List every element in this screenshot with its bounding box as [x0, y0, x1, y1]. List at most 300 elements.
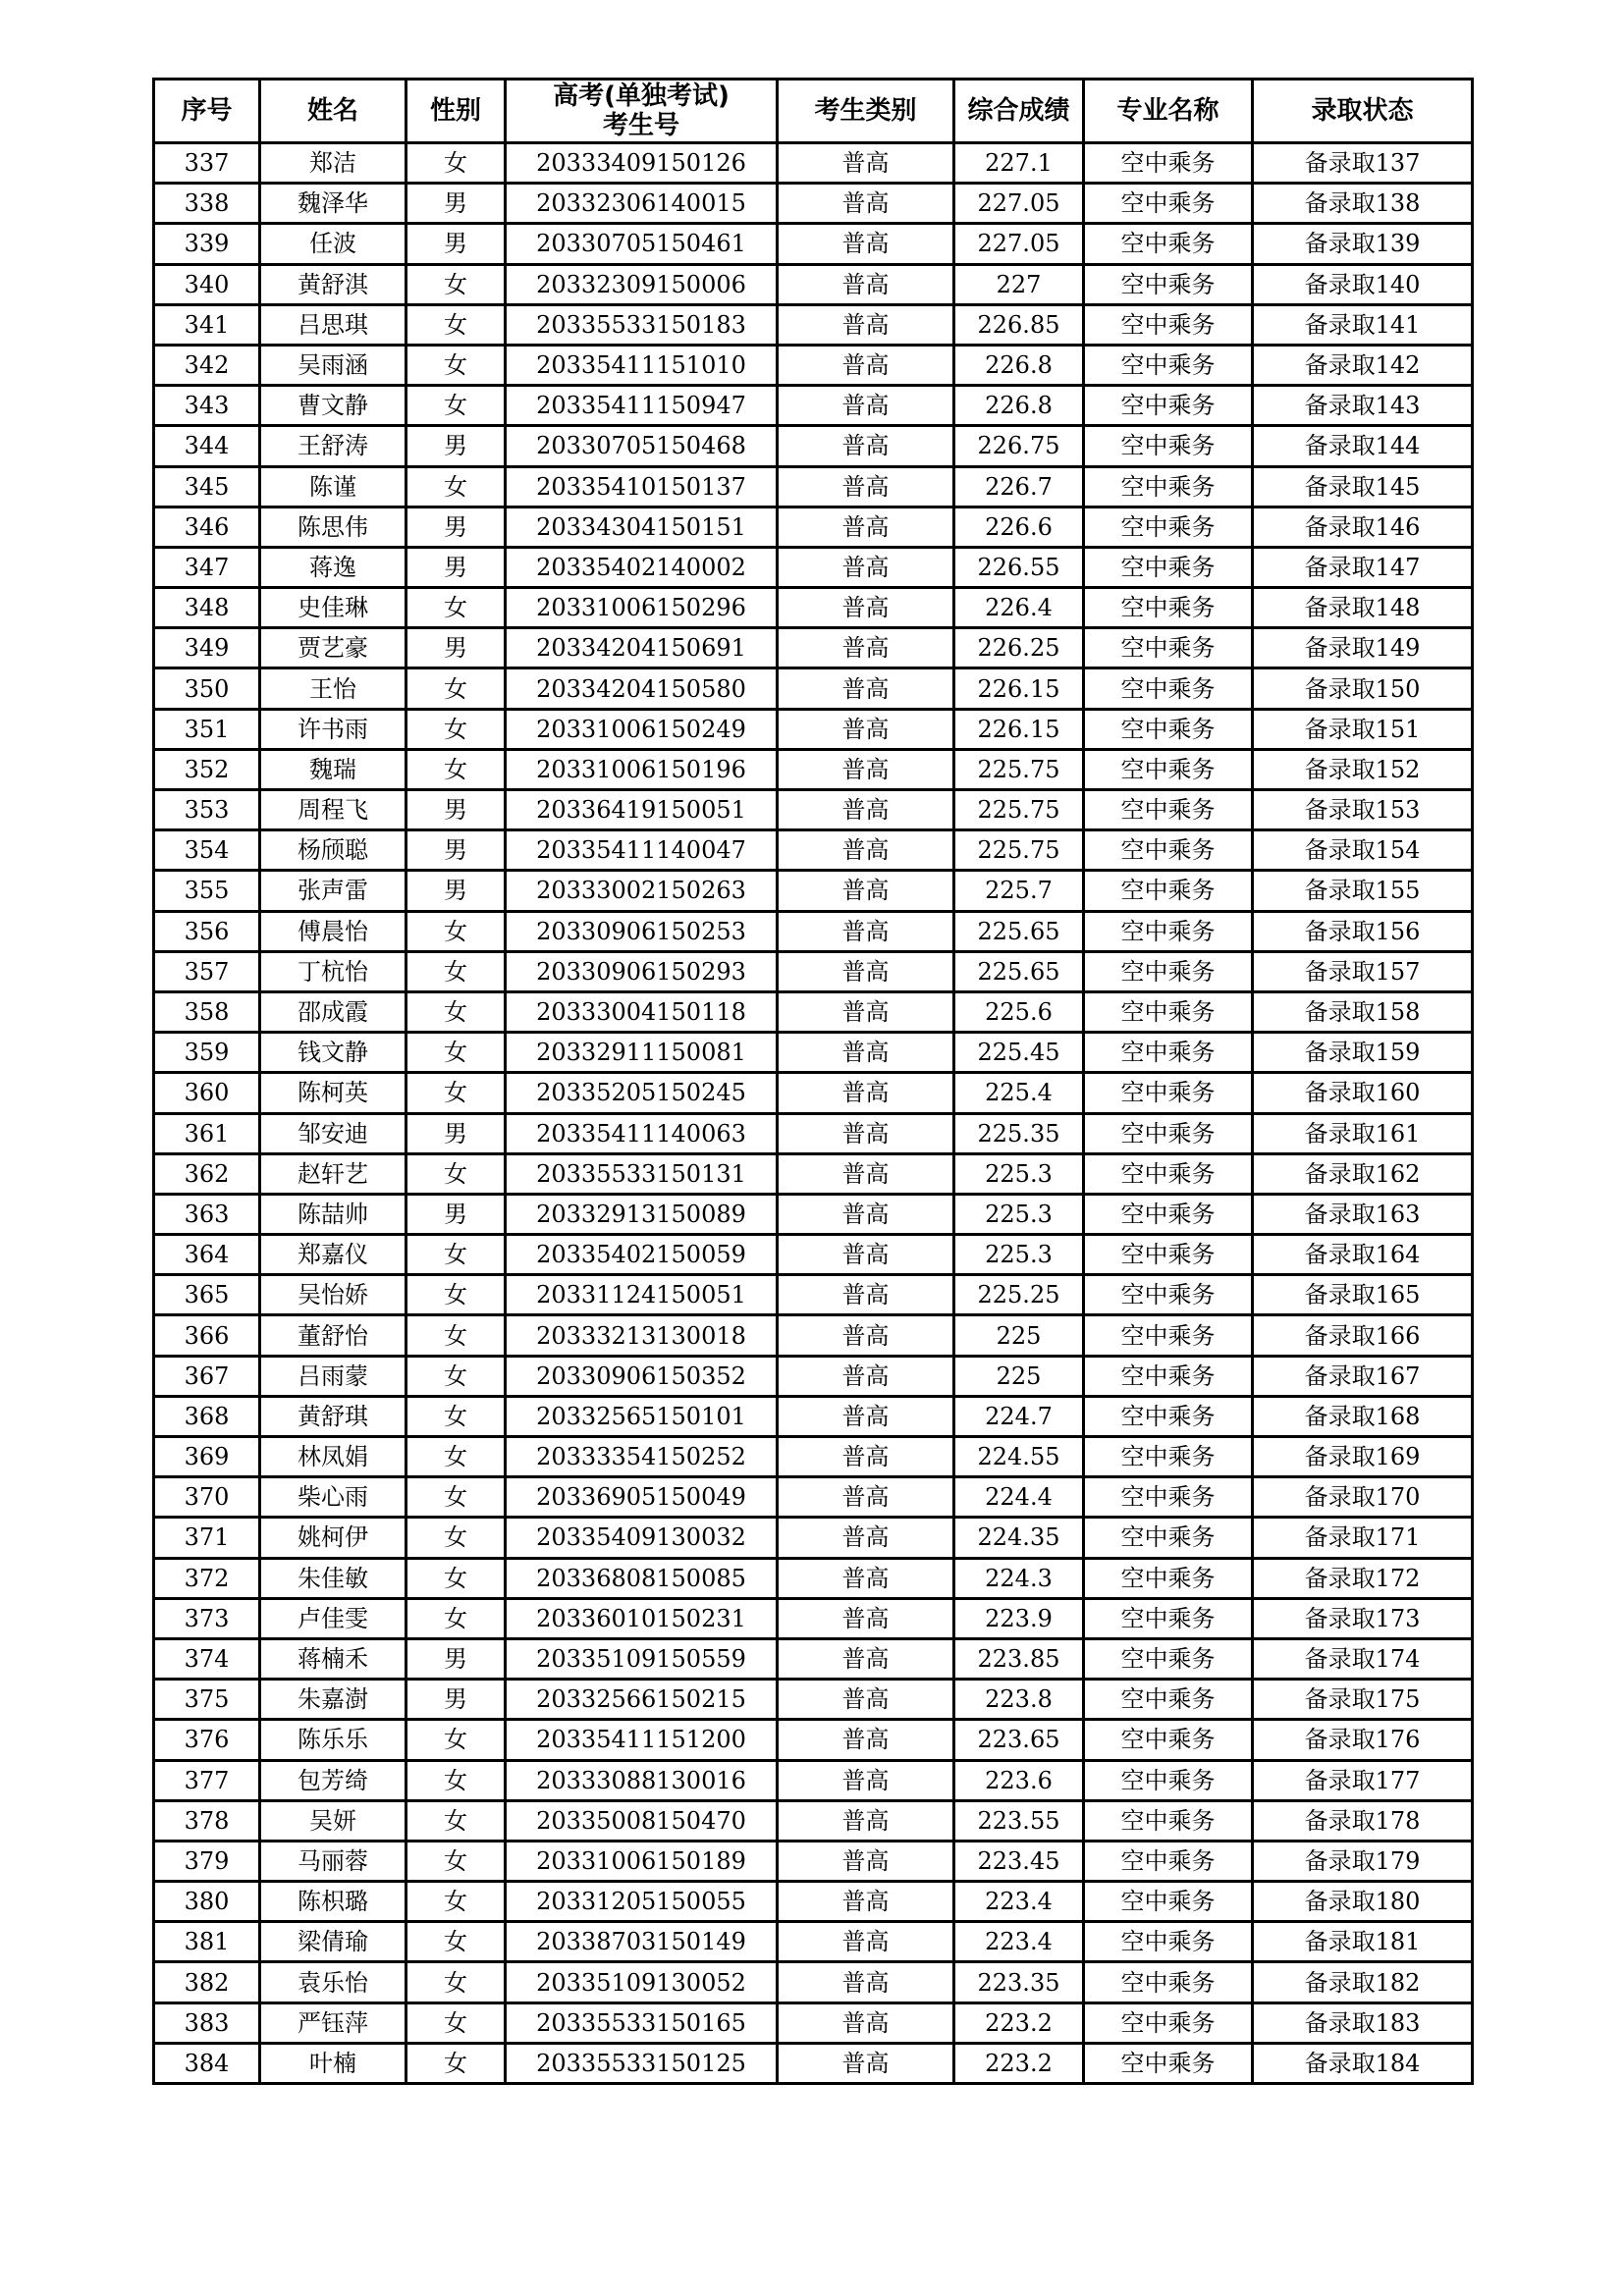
table-row	[154, 426, 1473, 466]
cell-seq: 352	[154, 749, 260, 789]
header-status: 录取状态	[1253, 80, 1473, 143]
cell-name: 邵成霞	[260, 991, 406, 1032]
cell-gender: 男	[406, 1113, 506, 1153]
cell-gender: 男	[406, 1194, 506, 1234]
table-row	[154, 830, 1473, 871]
cell-exam-no: 20330705150461	[506, 224, 778, 264]
cell-score: 225.65	[954, 911, 1084, 951]
cell-status: 备录取155	[1253, 871, 1473, 911]
cell-major: 空中乘务	[1084, 184, 1253, 224]
cell-gender: 男	[406, 1638, 506, 1679]
cell-name: 周程飞	[260, 790, 406, 830]
cell-status: 备录取181	[1253, 1922, 1473, 1962]
cell-exam-no: 20331006150249	[506, 709, 778, 749]
cell-score: 224.7	[954, 1396, 1084, 1436]
cell-exam-no: 20335411151010	[506, 345, 778, 385]
table-row	[154, 749, 1473, 789]
cell-status: 备录取173	[1253, 1598, 1473, 1638]
header-seq: 序号	[154, 80, 260, 143]
cell-name: 陈乐乐	[260, 1720, 406, 1760]
cell-exam-no: 20335533150125	[506, 2043, 778, 2083]
cell-name: 邹安迪	[260, 1113, 406, 1153]
cell-category: 普高	[778, 264, 954, 304]
cell-name: 史佳琳	[260, 588, 406, 628]
cell-status: 备录取166	[1253, 1315, 1473, 1356]
cell-status: 备录取153	[1253, 790, 1473, 830]
cell-score: 225	[954, 1356, 1084, 1396]
cell-seq: 375	[154, 1680, 260, 1720]
cell-score: 223.55	[954, 1800, 1084, 1841]
cell-name: 曹文静	[260, 386, 406, 426]
cell-gender: 男	[406, 628, 506, 668]
cell-major: 空中乘务	[1084, 1680, 1253, 1720]
cell-seq: 381	[154, 1922, 260, 1962]
cell-name: 陈思伟	[260, 507, 406, 547]
cell-seq: 377	[154, 1760, 260, 1800]
table-row	[154, 1962, 1473, 2002]
cell-name: 丁杭怡	[260, 951, 406, 991]
cell-major: 空中乘务	[1084, 304, 1253, 345]
cell-category: 普高	[778, 628, 954, 668]
cell-score: 225.7	[954, 871, 1084, 911]
cell-name: 贾艺豪	[260, 628, 406, 668]
cell-gender: 女	[406, 991, 506, 1032]
cell-gender: 女	[406, 1882, 506, 1922]
cell-seq: 378	[154, 1800, 260, 1841]
cell-major: 空中乘务	[1084, 1518, 1253, 1558]
cell-seq: 372	[154, 1558, 260, 1598]
table-row	[154, 1518, 1473, 1558]
cell-exam-no: 20335411140047	[506, 830, 778, 871]
cell-name: 梁倩瑜	[260, 1922, 406, 1962]
cell-major: 空中乘务	[1084, 1235, 1253, 1275]
cell-status: 备录取171	[1253, 1518, 1473, 1558]
table-row	[154, 2002, 1473, 2043]
cell-major: 空中乘务	[1084, 588, 1253, 628]
cell-score: 225.3	[954, 1194, 1084, 1234]
cell-major: 空中乘务	[1084, 1315, 1253, 1356]
cell-status: 备录取183	[1253, 2002, 1473, 2043]
cell-seq: 360	[154, 1073, 260, 1113]
cell-exam-no: 20335411151200	[506, 1720, 778, 1760]
cell-name: 卢佳雯	[260, 1598, 406, 1638]
cell-exam-no: 20336010150231	[506, 1598, 778, 1638]
cell-seq: 341	[154, 304, 260, 345]
cell-exam-no: 20330906150293	[506, 951, 778, 991]
cell-score: 225.6	[954, 991, 1084, 1032]
cell-status: 备录取163	[1253, 1194, 1473, 1234]
cell-gender: 女	[406, 1922, 506, 1962]
cell-name: 严钰萍	[260, 2002, 406, 2043]
cell-category: 普高	[778, 426, 954, 466]
cell-status: 备录取176	[1253, 1720, 1473, 1760]
cell-status: 备录取169	[1253, 1437, 1473, 1477]
cell-category: 普高	[778, 304, 954, 345]
cell-seq: 338	[154, 184, 260, 224]
cell-category: 普高	[778, 507, 954, 547]
cell-exam-no: 20330906150352	[506, 1356, 778, 1396]
cell-gender: 女	[406, 1800, 506, 1841]
cell-major: 空中乘务	[1084, 386, 1253, 426]
cell-name: 吕雨蒙	[260, 1356, 406, 1396]
cell-gender: 女	[406, 1477, 506, 1518]
cell-exam-no: 20333002150263	[506, 871, 778, 911]
table-row	[154, 1194, 1473, 1234]
cell-score: 223.65	[954, 1720, 1084, 1760]
cell-status: 备录取151	[1253, 709, 1473, 749]
cell-score: 223.2	[954, 2002, 1084, 2043]
table-row	[154, 1638, 1473, 1679]
cell-seq: 351	[154, 709, 260, 749]
cell-exam-no: 20336419150051	[506, 790, 778, 830]
cell-status: 备录取165	[1253, 1275, 1473, 1315]
table-row	[154, 1235, 1473, 1275]
cell-major: 空中乘务	[1084, 1882, 1253, 1922]
cell-category: 普高	[778, 2002, 954, 2043]
cell-major: 空中乘务	[1084, 507, 1253, 547]
cell-gender: 女	[406, 1841, 506, 1881]
cell-status: 备录取172	[1253, 1558, 1473, 1598]
cell-seq: 337	[154, 143, 260, 184]
cell-seq: 371	[154, 1518, 260, 1558]
cell-seq: 373	[154, 1598, 260, 1638]
cell-exam-no: 20334204150580	[506, 668, 778, 709]
cell-exam-no: 20331006150296	[506, 588, 778, 628]
cell-category: 普高	[778, 1962, 954, 2002]
cell-gender: 男	[406, 507, 506, 547]
cell-status: 备录取182	[1253, 1962, 1473, 2002]
cell-gender: 男	[406, 830, 506, 871]
cell-major: 空中乘务	[1084, 466, 1253, 507]
cell-category: 普高	[778, 588, 954, 628]
cell-gender: 女	[406, 1598, 506, 1638]
cell-major: 空中乘务	[1084, 1841, 1253, 1881]
cell-exam-no: 20336808150085	[506, 1558, 778, 1598]
cell-gender: 女	[406, 1235, 506, 1275]
cell-category: 普高	[778, 547, 954, 587]
cell-category: 普高	[778, 1882, 954, 1922]
cell-exam-no: 20333004150118	[506, 991, 778, 1032]
cell-name: 董舒怡	[260, 1315, 406, 1356]
cell-status: 备录取159	[1253, 1033, 1473, 1073]
cell-category: 普高	[778, 1033, 954, 1073]
cell-category: 普高	[778, 709, 954, 749]
table-row	[154, 1437, 1473, 1477]
cell-major: 空中乘务	[1084, 1760, 1253, 1800]
cell-category: 普高	[778, 184, 954, 224]
cell-major: 空中乘务	[1084, 1396, 1253, 1436]
cell-seq: 368	[154, 1396, 260, 1436]
cell-major: 空中乘务	[1084, 709, 1253, 749]
cell-gender: 女	[406, 951, 506, 991]
cell-name: 吴怡娇	[260, 1275, 406, 1315]
cell-score: 224.35	[954, 1518, 1084, 1558]
cell-seq: 342	[154, 345, 260, 385]
cell-gender: 女	[406, 1558, 506, 1598]
cell-category: 普高	[778, 1598, 954, 1638]
table-row	[154, 1033, 1473, 1073]
cell-category: 普高	[778, 345, 954, 385]
cell-major: 空中乘务	[1084, 628, 1253, 668]
header-exam-no-line2: 考生号	[602, 111, 679, 140]
cell-seq: 339	[154, 224, 260, 264]
cell-score: 223.4	[954, 1882, 1084, 1922]
cell-category: 普高	[778, 386, 954, 426]
cell-score: 223.35	[954, 1962, 1084, 2002]
cell-status: 备录取170	[1253, 1477, 1473, 1518]
table-row	[154, 1315, 1473, 1356]
cell-gender: 男	[406, 224, 506, 264]
cell-exam-no: 20335402140002	[506, 547, 778, 587]
cell-exam-no: 20335533150131	[506, 1153, 778, 1194]
cell-exam-no: 20332911150081	[506, 1033, 778, 1073]
cell-score: 223.2	[954, 2043, 1084, 2083]
cell-gender: 男	[406, 1680, 506, 1720]
cell-status: 备录取143	[1253, 386, 1473, 426]
cell-name: 张声雷	[260, 871, 406, 911]
cell-exam-no: 20338703150149	[506, 1922, 778, 1962]
cell-exam-no: 20335410150137	[506, 466, 778, 507]
cell-major: 空中乘务	[1084, 345, 1253, 385]
cell-score: 225.25	[954, 1275, 1084, 1315]
cell-major: 空中乘务	[1084, 668, 1253, 709]
cell-major: 空中乘务	[1084, 2002, 1253, 2043]
cell-exam-no: 20333409150126	[506, 143, 778, 184]
cell-major: 空中乘务	[1084, 790, 1253, 830]
cell-gender: 女	[406, 1033, 506, 1073]
cell-major: 空中乘务	[1084, 1720, 1253, 1760]
table-row	[154, 709, 1473, 749]
cell-exam-no: 20332309150006	[506, 264, 778, 304]
cell-major: 空中乘务	[1084, 1356, 1253, 1396]
cell-exam-no: 20331124150051	[506, 1275, 778, 1315]
cell-exam-no: 20330705150468	[506, 426, 778, 466]
cell-exam-no: 20335205150245	[506, 1073, 778, 1113]
cell-status: 备录取157	[1253, 951, 1473, 991]
cell-major: 空中乘务	[1084, 2043, 1253, 2083]
cell-score: 224.4	[954, 1477, 1084, 1518]
cell-seq: 361	[154, 1113, 260, 1153]
cell-gender: 女	[406, 1275, 506, 1315]
cell-status: 备录取177	[1253, 1760, 1473, 1800]
cell-score: 226.6	[954, 507, 1084, 547]
cell-name: 魏瑞	[260, 749, 406, 789]
cell-major: 空中乘务	[1084, 830, 1253, 871]
cell-name: 郑嘉仪	[260, 1235, 406, 1275]
cell-major: 空中乘务	[1084, 1275, 1253, 1315]
table-row	[154, 1841, 1473, 1881]
cell-category: 普高	[778, 668, 954, 709]
cell-status: 备录取178	[1253, 1800, 1473, 1841]
cell-score: 224.55	[954, 1437, 1084, 1477]
cell-seq: 383	[154, 2002, 260, 2043]
cell-major: 空中乘务	[1084, 1437, 1253, 1477]
cell-seq: 366	[154, 1315, 260, 1356]
cell-gender: 女	[406, 1153, 506, 1194]
table-row	[154, 507, 1473, 547]
cell-name: 蒋楠禾	[260, 1638, 406, 1679]
cell-major: 空中乘务	[1084, 1153, 1253, 1194]
cell-exam-no: 20333354150252	[506, 1437, 778, 1477]
cell-status: 备录取162	[1253, 1153, 1473, 1194]
cell-score: 226.25	[954, 628, 1084, 668]
cell-seq: 365	[154, 1275, 260, 1315]
cell-seq: 369	[154, 1437, 260, 1477]
cell-category: 普高	[778, 951, 954, 991]
cell-seq: 362	[154, 1153, 260, 1194]
header-exam-no-line1: 高考(单独考试)	[553, 81, 730, 111]
table-row	[154, 628, 1473, 668]
cell-major: 空中乘务	[1084, 1558, 1253, 1598]
cell-gender: 女	[406, 709, 506, 749]
cell-exam-no: 20335533150183	[506, 304, 778, 345]
table-body	[154, 143, 1473, 2084]
cell-major: 空中乘务	[1084, 871, 1253, 911]
cell-gender: 女	[406, 386, 506, 426]
table-row	[154, 588, 1473, 628]
cell-category: 普高	[778, 466, 954, 507]
cell-seq: 344	[154, 426, 260, 466]
cell-seq: 379	[154, 1841, 260, 1881]
header-category: 考生类别	[778, 80, 954, 143]
cell-status: 备录取146	[1253, 507, 1473, 547]
cell-status: 备录取152	[1253, 749, 1473, 789]
cell-score: 227.05	[954, 184, 1084, 224]
cell-status: 备录取174	[1253, 1638, 1473, 1679]
table-row	[154, 1153, 1473, 1194]
cell-seq: 357	[154, 951, 260, 991]
cell-name: 傅晨怡	[260, 911, 406, 951]
cell-major: 空中乘务	[1084, 1477, 1253, 1518]
cell-score: 225.3	[954, 1153, 1084, 1194]
cell-category: 普高	[778, 2043, 954, 2083]
cell-score: 226.8	[954, 345, 1084, 385]
cell-seq: 350	[154, 668, 260, 709]
cell-score: 227.1	[954, 143, 1084, 184]
cell-score: 225.45	[954, 1033, 1084, 1073]
cell-gender: 女	[406, 1760, 506, 1800]
cell-category: 普高	[778, 1841, 954, 1881]
cell-status: 备录取150	[1253, 668, 1473, 709]
cell-seq: 343	[154, 386, 260, 426]
table-row	[154, 386, 1473, 426]
table-row	[154, 668, 1473, 709]
cell-category: 普高	[778, 991, 954, 1032]
cell-exam-no: 20335411150947	[506, 386, 778, 426]
table-row	[154, 1598, 1473, 1638]
cell-seq: 355	[154, 871, 260, 911]
table-row	[154, 345, 1473, 385]
table-row	[154, 1073, 1473, 1113]
cell-exam-no: 20333088130016	[506, 1760, 778, 1800]
cell-exam-no: 20332565150101	[506, 1396, 778, 1436]
cell-name: 袁乐怡	[260, 1962, 406, 2002]
cell-seq: 359	[154, 1033, 260, 1073]
table-row	[154, 1113, 1473, 1153]
cell-seq: 346	[154, 507, 260, 547]
header-score: 综合成绩	[954, 80, 1084, 143]
cell-category: 普高	[778, 1800, 954, 1841]
cell-name: 吴雨涵	[260, 345, 406, 385]
cell-name: 姚柯伊	[260, 1518, 406, 1558]
cell-status: 备录取149	[1253, 628, 1473, 668]
cell-major: 空中乘务	[1084, 749, 1253, 789]
cell-seq: 374	[154, 1638, 260, 1679]
cell-seq: 363	[154, 1194, 260, 1234]
cell-name: 蒋逸	[260, 547, 406, 587]
cell-gender: 女	[406, 911, 506, 951]
cell-category: 普高	[778, 1638, 954, 1679]
table-row	[154, 991, 1473, 1032]
cell-status: 备录取168	[1253, 1396, 1473, 1436]
cell-seq: 347	[154, 547, 260, 587]
table-row	[154, 871, 1473, 911]
cell-status: 备录取167	[1253, 1356, 1473, 1396]
cell-category: 普高	[778, 1437, 954, 1477]
table-row	[154, 143, 1473, 184]
table-row	[154, 790, 1473, 830]
table-row	[154, 1800, 1473, 1841]
cell-score: 225.65	[954, 951, 1084, 991]
cell-major: 空中乘务	[1084, 1598, 1253, 1638]
cell-exam-no: 20334304150151	[506, 507, 778, 547]
cell-gender: 女	[406, 143, 506, 184]
cell-major: 空中乘务	[1084, 911, 1253, 951]
cell-major: 空中乘务	[1084, 991, 1253, 1032]
cell-name: 陈枳璐	[260, 1882, 406, 1922]
cell-name: 黄舒琪	[260, 1396, 406, 1436]
cell-status: 备录取147	[1253, 547, 1473, 587]
table-row	[154, 1680, 1473, 1720]
cell-score: 227.05	[954, 224, 1084, 264]
cell-score: 226.4	[954, 588, 1084, 628]
cell-gender: 女	[406, 2002, 506, 2043]
cell-gender: 女	[406, 1437, 506, 1477]
table-row	[154, 304, 1473, 345]
cell-gender: 女	[406, 304, 506, 345]
cell-name: 杨颀聪	[260, 830, 406, 871]
cell-seq: 348	[154, 588, 260, 628]
cell-name: 魏泽华	[260, 184, 406, 224]
cell-name: 朱嘉澍	[260, 1680, 406, 1720]
cell-score: 226.85	[954, 304, 1084, 345]
cell-seq: 353	[154, 790, 260, 830]
cell-score: 223.8	[954, 1680, 1084, 1720]
cell-exam-no: 20333213130018	[506, 1315, 778, 1356]
cell-score: 225.75	[954, 790, 1084, 830]
cell-name: 朱佳敏	[260, 1558, 406, 1598]
cell-major: 空中乘务	[1084, 224, 1253, 264]
cell-score: 223.4	[954, 1922, 1084, 1962]
cell-score: 225	[954, 1315, 1084, 1356]
cell-seq: 370	[154, 1477, 260, 1518]
cell-category: 普高	[778, 1922, 954, 1962]
cell-exam-no: 20335109130052	[506, 1962, 778, 2002]
cell-score: 225.75	[954, 830, 1084, 871]
cell-score: 227	[954, 264, 1084, 304]
header-name: 姓名	[260, 80, 406, 143]
cell-status: 备录取156	[1253, 911, 1473, 951]
table-row	[154, 911, 1473, 951]
cell-status: 备录取137	[1253, 143, 1473, 184]
cell-name: 任波	[260, 224, 406, 264]
cell-name: 吴妍	[260, 1800, 406, 1841]
cell-category: 普高	[778, 224, 954, 264]
cell-name: 王舒涛	[260, 426, 406, 466]
cell-name: 许书雨	[260, 709, 406, 749]
cell-name: 黄舒淇	[260, 264, 406, 304]
cell-name: 赵轩艺	[260, 1153, 406, 1194]
